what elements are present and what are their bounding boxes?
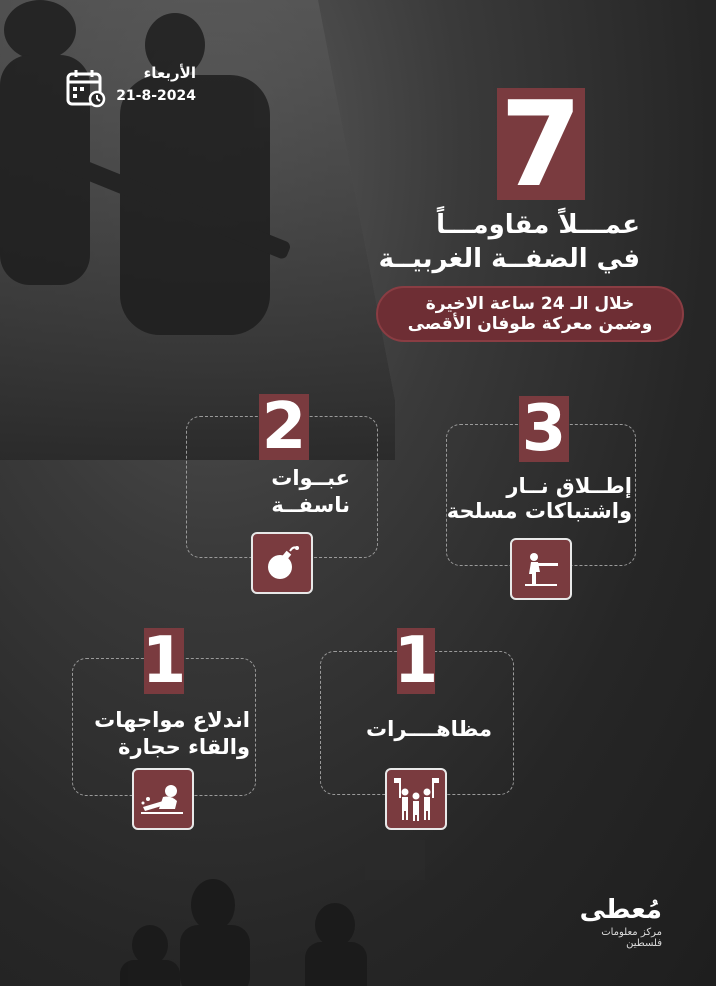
total-count: 7 xyxy=(499,75,583,213)
stat-count: 3 xyxy=(521,392,567,466)
protest-icon xyxy=(392,776,440,822)
bomb-icon xyxy=(262,543,302,583)
stat-icon-box xyxy=(510,538,572,600)
stat-count-box xyxy=(141,624,187,698)
stat-count-box xyxy=(259,390,309,464)
total-count-box xyxy=(497,75,585,213)
stat-count: 1 xyxy=(141,624,187,698)
pill-line1: خلال الـ 24 ساعة الاخيرة xyxy=(425,293,635,314)
stat-icon-box xyxy=(132,768,194,830)
logo-subtitle: مركز معلومات فلسطين xyxy=(601,927,662,949)
stat-label-line1: مظاهــــرات xyxy=(366,717,492,741)
pill-line2: وضمن معركة طوفان الأقصى xyxy=(407,314,653,334)
stat-icon-box xyxy=(251,532,313,594)
brand-logo xyxy=(579,895,662,949)
stat-label-line2: والقاء حجارة xyxy=(118,735,250,759)
calendar-icon xyxy=(66,68,106,108)
date-day: الأربعاء xyxy=(143,64,196,82)
stat-label-line1: اندلاع مواجهات xyxy=(94,708,250,732)
shooter-icon xyxy=(520,548,562,590)
period-pill xyxy=(376,286,684,342)
stat-count-box xyxy=(393,624,439,698)
stat-label-line2: ناسفــة xyxy=(271,493,350,517)
crowd-silhouette xyxy=(120,840,425,986)
headline-line1: عمـــلاً مقاومـــاً xyxy=(436,210,640,240)
stat-count-box xyxy=(519,392,569,466)
stat-label-line2: واشتباكات مسلحة xyxy=(446,499,632,523)
logo-name: مُعطى xyxy=(579,895,662,925)
date-block xyxy=(66,62,196,107)
date-value: 21-8-2024 xyxy=(116,88,196,104)
stone-throwing-icon xyxy=(139,779,187,819)
headline-line2: في الضفــة الغربيــة xyxy=(378,244,640,274)
stat-icon-box xyxy=(385,768,447,830)
stat-label-line1: عبــوات xyxy=(271,466,350,490)
stat-label-line1: إطــلاق نــار xyxy=(506,474,632,498)
stat-count: 1 xyxy=(393,624,439,698)
stat-count: 2 xyxy=(261,390,307,464)
